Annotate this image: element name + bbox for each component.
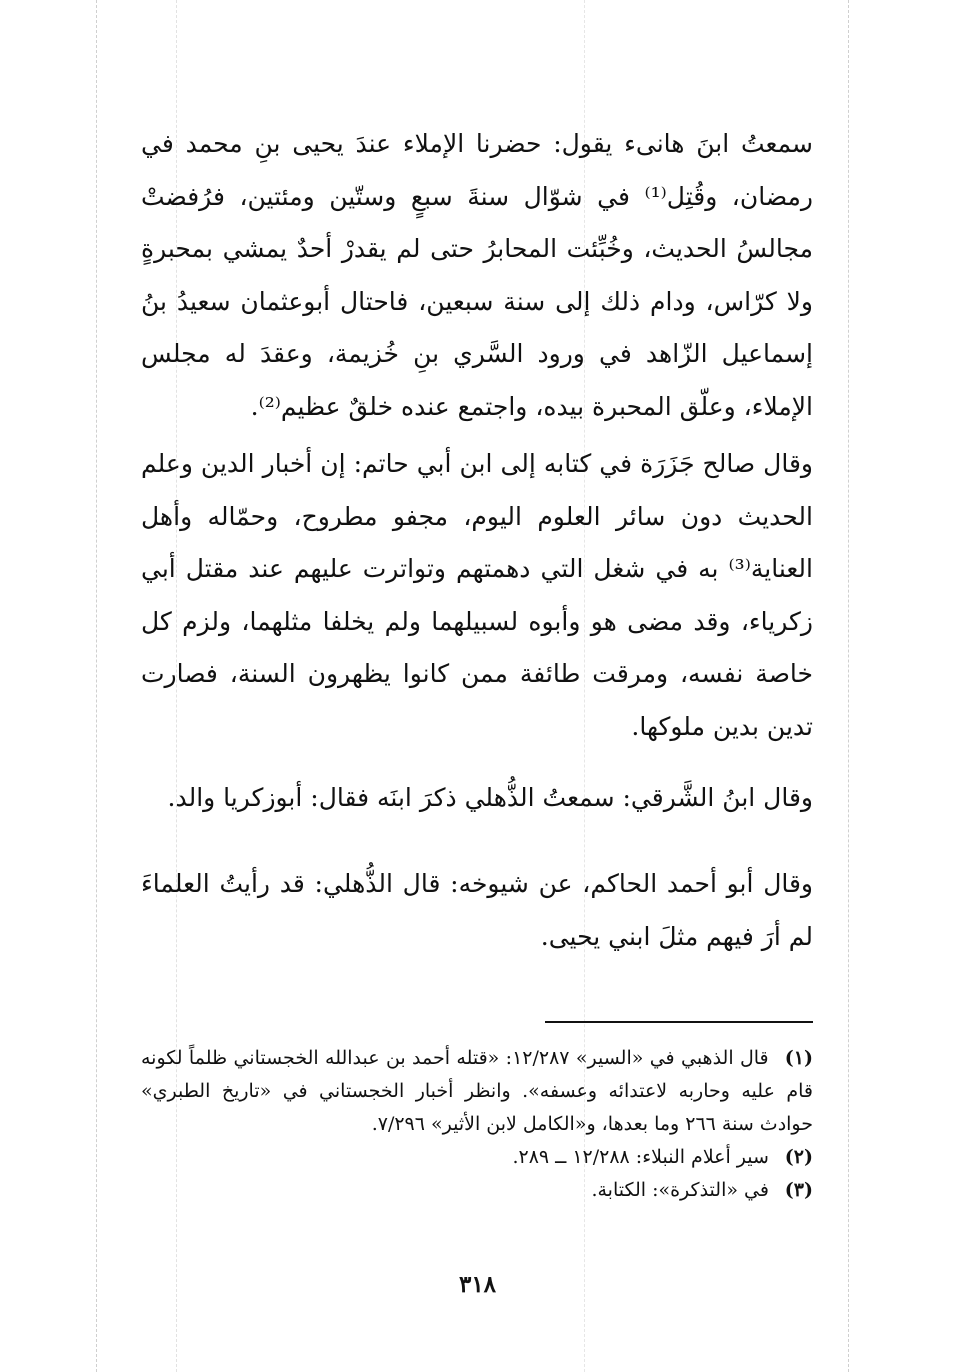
- footnote-3: [141, 1174, 813, 1207]
- paragraph-2: وقال صالح جَزَرَة في كتابه إلى ابن أبي حاتم: إن أخبار الدين وعلم الحديث دون سائر العلوم اليوم، مجفو مطروح، وحمّاله وأهل العناية⁽³⁾ به في شغل التي دهمتهم وتواترت عليهم عند مقتل أبي زكرياء، وقد مضى هو وأبوه لسبيلهما ولم يخلفا مثلهما، ولزم كل خاصة نفسه، ومرقت طائفة ممن كانوا يظهرون السنة، فصارت تدين بدين ملوكها.: [141, 449, 813, 741]
- footnote-2: [141, 1141, 813, 1174]
- scan-guide-line: [848, 0, 849, 1372]
- footnote-1: [141, 1042, 813, 1141]
- paragraph-1: سمعتُ ابنَ هانىء يقول: حضرنا الإملاء عندَ يحيى بنِ محمد في رمضان، وقُتِل⁽¹⁾ في شوّال سنةَ سبعٍ وستّين ومئتين، فرُفضتْ مجالسُ الحديث، وخُبِّئت المحابرُ حتى لم يقدرْ أحدٌ يمشي بمحبرةٍ ولا كرّاس، ودام ذلك إلى سنة سبعين، فاحتال أبوعثمان سعيدُ بنُ إسماعيل الزّاهد في ورود السَّري بنِ خُزيمة، وعقدَ له مجلس الإملاء، وعلّق المحبرة بيده، واجتمع عنده خلقٌ عظيم⁽²⁾.: [141, 129, 813, 421]
- paragraph-4: وقال أبو أحمد الحاكم، عن شيوخه: قال الذُّهلي: قد رأيتُ العلماءَ لم أرَ فيهم مثلَ ابني يحيى.: [141, 869, 813, 951]
- footnote-text: في «التذكرة»: الكتابة.: [591, 1179, 769, 1201]
- footnote-text: قال الذهبي في «السير» ١٢/٢٨٧: «قتله أحمد بن عبدالله الخجستاني ظلماً لكونه قام عليه وحاربه لاعتدائه وعسفه». وانظر أخبار الخجستاني في «تاريخ الطبري» حوادث سنة ٢٦٦ وما بعدها، و«الكامل لابن الأثير» ٧/٢٩٦.: [141, 1047, 813, 1135]
- footnote-text: سير أعلام النبلاء: ١٢/٢٨٨ ــ ٢٨٩.: [512, 1146, 769, 1168]
- scan-guide-line: [96, 0, 97, 1372]
- footnotes: [141, 1042, 813, 1207]
- page-number: ٣١٨: [458, 1271, 497, 1298]
- footnote-number: (١): [784, 1047, 813, 1069]
- footnote-number: (٢): [784, 1146, 813, 1168]
- footnote-number: (٣): [784, 1179, 813, 1201]
- paragraph-3: وقال ابنُ الشَّرقي: سمعتُ الذُّهلي ذكرَ ابنَه فقال: أبوزكريا والد.: [167, 783, 813, 812]
- footnote-separator: [545, 1021, 813, 1023]
